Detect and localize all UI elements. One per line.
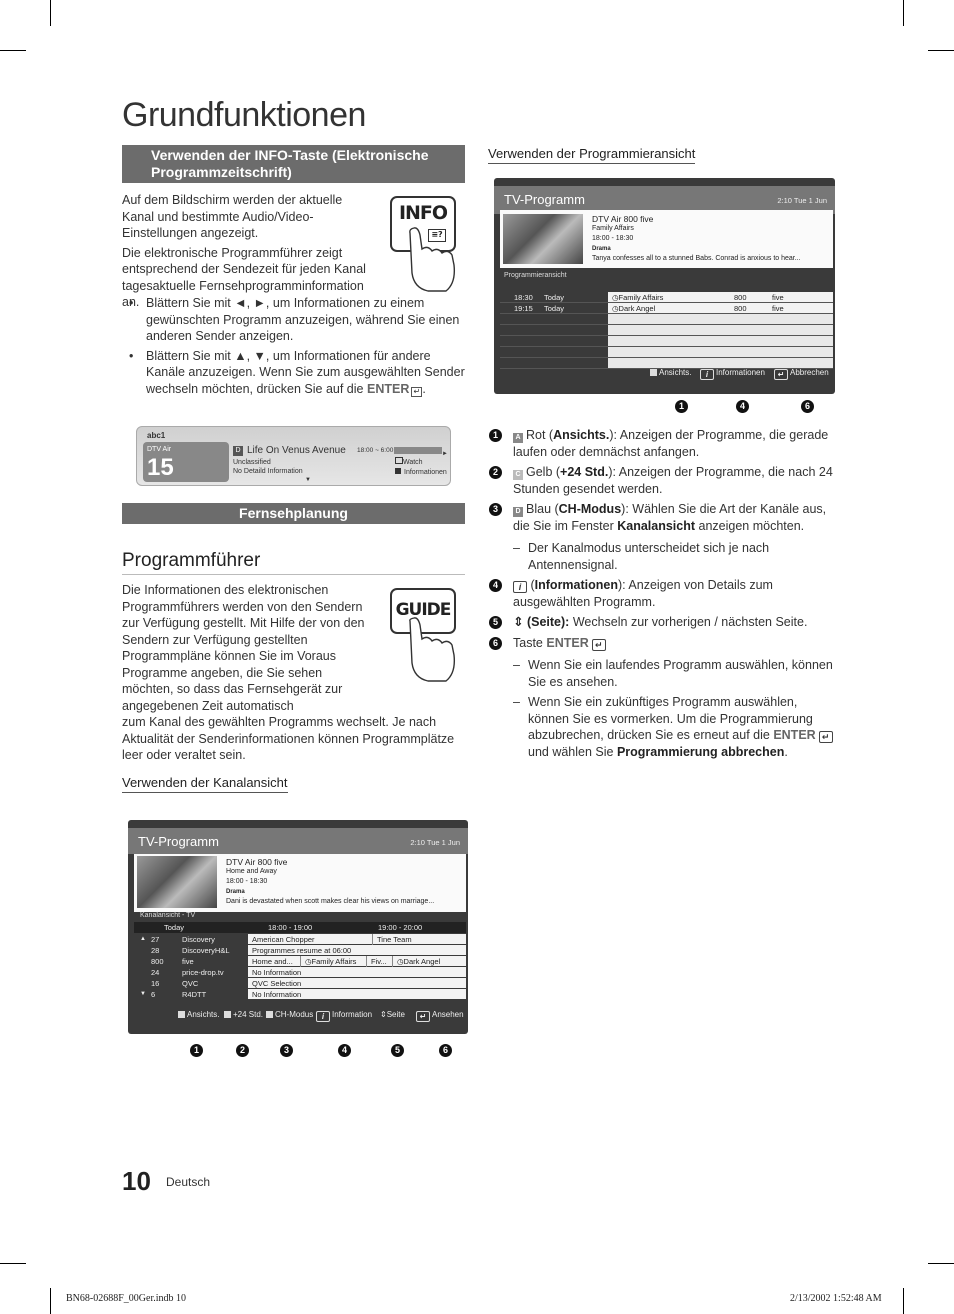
page-number: 10 bbox=[122, 1166, 151, 1196]
tv-title: TV-Programm bbox=[504, 192, 585, 207]
info-icon: i bbox=[513, 581, 527, 593]
tv-key-bar bbox=[494, 368, 835, 382]
enter-icon: ↵ bbox=[592, 639, 606, 651]
program-title: Family Affairs bbox=[311, 957, 357, 966]
enter-label: ENTER bbox=[546, 635, 589, 650]
crop-mark bbox=[903, 1288, 904, 1314]
guide-para-a: Die Informationen des elektronischen Programmführers werden von den Sendern zur Verfügung gestellt. Mit Hilfe der von den Sendern zur Verfügung gestellten Programmpläne können Sie im Voraus Programme angeben, die Sie sehen möchten, so dass das Fernsehgerät zur angegebenen Zeit automatisch bbox=[122, 583, 365, 713]
legend-bold: Kanalansicht bbox=[617, 518, 696, 533]
program-name: American Chopper bbox=[252, 935, 315, 944]
info-bullets bbox=[122, 295, 467, 400]
channel-name: five bbox=[182, 957, 194, 966]
red-key-icon bbox=[178, 1011, 185, 1018]
callout-1: 1 bbox=[675, 400, 688, 413]
channel-name: price-drop.tv bbox=[182, 968, 224, 977]
program-row[interactable] bbox=[500, 325, 833, 336]
key-ansichts[interactable] bbox=[650, 368, 691, 377]
prog-desc: Tanya confesses all to a stunned Babs. Conrad is anxious to hear... bbox=[592, 255, 801, 262]
channel-name: QVC bbox=[182, 979, 199, 988]
legend-text: ): Wählen Sie die Art der Kanäle aus, die Sie im Fenster bbox=[513, 502, 827, 533]
program-row[interactable] bbox=[500, 347, 833, 358]
legend-item-1 bbox=[489, 427, 834, 460]
channel-row[interactable] bbox=[134, 934, 466, 945]
callout-6: 6 bbox=[439, 1044, 452, 1057]
legend-note: – Der Kanalmodus unterscheidet sich je nach Antennensignal. bbox=[489, 540, 834, 573]
prog-time: 18:00 - 18:30 bbox=[226, 878, 268, 885]
banner-prog-icon: D bbox=[233, 446, 243, 456]
legend-text: ): Anzeigen der Programme, die nach 24 Stunden gesendet werden. bbox=[513, 465, 833, 496]
banner-time: 18:00 ~ 6:00 bbox=[357, 447, 394, 454]
callout-3: 3 bbox=[489, 503, 502, 516]
legend-text: anzeigen möchten. bbox=[695, 518, 805, 533]
tv-channel-view bbox=[128, 820, 468, 1034]
program-name: QVC Selection bbox=[252, 979, 302, 988]
enter-label: ENTER bbox=[366, 381, 410, 396]
crop-mark bbox=[903, 0, 904, 26]
legend-bold: +24 Std. bbox=[560, 465, 609, 479]
key-label: Ansichts. bbox=[659, 368, 692, 377]
row-day: Today bbox=[544, 293, 565, 302]
row-arrow-icon: ▲ bbox=[140, 936, 146, 942]
banner-progress-bar bbox=[394, 447, 442, 454]
legend-item-6 bbox=[489, 635, 834, 652]
prog-sub: Home and Away bbox=[226, 868, 277, 875]
key-label: Seite bbox=[386, 1010, 405, 1019]
program-cell[interactable] bbox=[248, 989, 466, 999]
tv-info-pane bbox=[134, 854, 466, 912]
guide-para-b: zum Kanal des gewählten Programms wechselt. Je nach Aktualität der Senderinformationen können Programmplätze leer oder veraltet sein. bbox=[122, 715, 455, 762]
callout-5: 5 bbox=[391, 1044, 404, 1057]
row-arrow-icon: ▼ bbox=[140, 991, 146, 997]
section-heading-fernsehplanung: Fernsehplanung bbox=[122, 503, 465, 524]
key-ch-modus[interactable] bbox=[266, 1010, 313, 1019]
row-channel: 800 bbox=[734, 304, 747, 313]
legend-bold: Ansichts. bbox=[553, 428, 610, 442]
program-name bbox=[392, 956, 440, 967]
channel-row[interactable] bbox=[134, 956, 466, 967]
enter-icon: ↵ bbox=[774, 369, 788, 380]
prog-sub: Family Affairs bbox=[592, 225, 634, 232]
program-name: Fiv... bbox=[366, 956, 387, 967]
program-row[interactable] bbox=[500, 314, 833, 325]
legend-note bbox=[489, 694, 834, 760]
bullet-item bbox=[122, 348, 467, 398]
callout-4: 4 bbox=[489, 579, 502, 592]
clock-icon: ◷ bbox=[305, 957, 312, 966]
info-icon: i bbox=[316, 1011, 330, 1022]
crop-mark bbox=[50, 1288, 51, 1314]
crop-mark bbox=[50, 0, 51, 26]
banner-info bbox=[395, 468, 447, 476]
legend bbox=[489, 427, 834, 764]
prog-name: DTV Air 800 five bbox=[226, 857, 288, 867]
channel-name: DiscoveryH&L bbox=[182, 946, 230, 955]
footer-date: 2/13/2002 1:52:48 AM bbox=[790, 1293, 882, 1304]
legend-text: Wechseln zur vorherigen / nächsten Seite. bbox=[569, 615, 808, 629]
program-title: Dark Angel bbox=[403, 957, 441, 966]
col-time-2: 19:00 - 20:00 bbox=[378, 923, 423, 932]
row-time: 19:15 bbox=[514, 304, 533, 313]
legend-text: . bbox=[784, 744, 788, 759]
yellow-key-icon: C bbox=[513, 470, 523, 480]
legend-text: ): Anzeigen von Details zum ausgewählten Programm. bbox=[513, 578, 773, 609]
key-label: Informationen bbox=[716, 368, 765, 377]
channel-number: 27 bbox=[151, 935, 160, 944]
empty-cell bbox=[608, 314, 833, 324]
prog-name: DTV Air 800 five bbox=[592, 214, 654, 224]
col-today: Today bbox=[164, 923, 185, 932]
prog-genre: Drama bbox=[592, 246, 611, 252]
row-name: five bbox=[772, 304, 784, 313]
bullet-text: Blättern Sie mit ▲, ▼, um Informationen für andere Kanäle anzuzeigen. Wenn Sie zum ausgewählten Sender wechseln möchten, drücken Sie auf die bbox=[146, 348, 465, 396]
channel-name: Discovery bbox=[182, 935, 215, 944]
kanalansicht-heading: Verwenden der Kanalansicht bbox=[122, 775, 288, 793]
key-label: +24 Std. bbox=[233, 1010, 264, 1019]
programmieransicht-heading: Verwenden der Programmieransicht bbox=[488, 146, 695, 164]
legend-text: Taste bbox=[513, 635, 547, 650]
key-ansichts[interactable] bbox=[178, 1010, 219, 1019]
legend-bold: CH-Modus bbox=[558, 502, 622, 516]
program-thumbnail bbox=[503, 214, 583, 264]
key-label: Ansehen bbox=[432, 1010, 464, 1019]
program-name: No Information bbox=[252, 968, 302, 977]
hand-pointer-icon bbox=[388, 585, 463, 685]
info-key-label: INFO bbox=[398, 202, 448, 224]
hand-pointer-icon bbox=[388, 193, 463, 295]
clock-icon: ◷ bbox=[612, 304, 619, 313]
channel-number: 28 bbox=[151, 946, 160, 955]
program-name: Home and... bbox=[252, 957, 293, 966]
clock-icon: ◷ bbox=[397, 957, 404, 966]
callout-1: 1 bbox=[489, 429, 502, 442]
key-label: Ansichts. bbox=[187, 1010, 220, 1019]
page-updown-icon: ⇕ bbox=[380, 1010, 387, 1019]
legend-text: Wenn Sie ein zukünftiges Programm auswählen, können Sie es vormerken. Um die Programmierung abzubrechen, drücken Sie es erneut auf die bbox=[528, 695, 813, 742]
legend-bold: Informationen bbox=[534, 578, 618, 592]
page-updown-icon: ⇕ bbox=[513, 615, 524, 629]
channel-row[interactable] bbox=[134, 945, 466, 956]
arrow-right-icon: ► bbox=[442, 451, 448, 457]
program-row[interactable] bbox=[500, 336, 833, 347]
channel-number: 24 bbox=[151, 968, 160, 977]
view-label: Kanalansicht - TV bbox=[140, 912, 196, 919]
key-ansehen[interactable] bbox=[416, 1010, 464, 1022]
red-key-icon bbox=[650, 369, 657, 376]
enter-label: ENTER bbox=[773, 728, 816, 742]
program-cell[interactable] bbox=[248, 967, 466, 977]
callout-2: 2 bbox=[236, 1044, 249, 1057]
banner-channel-box bbox=[143, 442, 229, 482]
legend-item-5 bbox=[489, 614, 834, 631]
epg-icon: ≡? bbox=[428, 229, 446, 242]
info-para-1: Auf dem Bildschirm werden der aktuelle Kanal und bestimmte Audio/Video-Einstellungen angezeigt. bbox=[122, 193, 343, 240]
banner-source: DTV Air bbox=[147, 446, 172, 453]
callout-3: 3 bbox=[280, 1044, 293, 1057]
legend-item-4 bbox=[489, 577, 834, 610]
tv-time: 2:10 Tue 1 Jun bbox=[410, 838, 460, 847]
bullet-end: . bbox=[422, 381, 426, 396]
guide-key-label: GUIDE bbox=[395, 600, 451, 620]
crop-mark bbox=[928, 50, 954, 51]
program-cell[interactable] bbox=[608, 303, 833, 313]
banner-program-title: Life On Venus Avenue bbox=[247, 445, 346, 456]
legend-text: Rot ( bbox=[526, 428, 554, 442]
key-abbrechen[interactable] bbox=[774, 368, 829, 380]
legend-item-2 bbox=[489, 464, 834, 497]
legend-note: – Wenn Sie ein laufendes Programm auswählen, können Sie es ansehen. bbox=[489, 657, 834, 690]
page-language: Deutsch bbox=[166, 1175, 211, 1189]
info-para-2: Die elektronische Programmführer zeigt entsprechend der Sendezeit für jeden Kanal tagesaktuelle Fernsehprogramminformation an. bbox=[122, 245, 366, 309]
page-title: Grundfunktionen bbox=[122, 96, 366, 134]
enter-icon bbox=[395, 457, 403, 464]
prog-genre: Drama bbox=[226, 889, 245, 895]
red-key-icon: A bbox=[513, 433, 523, 443]
program-cell[interactable] bbox=[248, 978, 466, 988]
arrow-down-icon: ▼ bbox=[305, 477, 311, 483]
program-cell[interactable] bbox=[248, 956, 466, 966]
channel-row[interactable] bbox=[134, 967, 466, 978]
yellow-key-icon bbox=[224, 1011, 231, 1018]
legend-bold: (Seite): bbox=[526, 615, 570, 629]
info-square-icon bbox=[395, 468, 401, 474]
enter-icon: ↵ bbox=[819, 731, 833, 743]
crop-mark bbox=[0, 1263, 26, 1264]
key-seite[interactable] bbox=[380, 1010, 405, 1019]
info-key-illustration bbox=[388, 193, 463, 295]
key-24std[interactable] bbox=[224, 1010, 263, 1019]
program-name: Programmes resume at 06:00 bbox=[252, 946, 352, 955]
col-time-1: 18:00 - 19:00 bbox=[268, 923, 313, 932]
row-program: Dark Angel bbox=[618, 304, 656, 313]
program-cell[interactable] bbox=[608, 292, 833, 302]
clock-icon: ◷ bbox=[612, 293, 619, 302]
key-information[interactable] bbox=[316, 1010, 372, 1022]
enter-icon: ↵ bbox=[411, 387, 422, 397]
callout-1: 1 bbox=[190, 1044, 203, 1057]
legend-text: und wählen Sie bbox=[528, 744, 617, 759]
key-label: Abbrechen bbox=[790, 368, 829, 377]
info-icon: i bbox=[700, 369, 714, 380]
callout-5: 5 bbox=[489, 616, 502, 629]
enter-icon: ↵ bbox=[416, 1011, 430, 1022]
program-cell[interactable] bbox=[248, 934, 466, 944]
channel-number: 6 bbox=[151, 990, 156, 999]
key-label: Information bbox=[332, 1010, 373, 1019]
legend-text: ): Anzeigen der Programme, die gerade laufen oder demnächst anfangen. bbox=[513, 428, 829, 459]
program-name: No Information bbox=[252, 990, 302, 999]
info-label: Informationen bbox=[404, 469, 447, 476]
crop-mark bbox=[0, 50, 26, 51]
callout-4: 4 bbox=[338, 1044, 351, 1057]
program-name bbox=[300, 956, 356, 967]
callout-2: 2 bbox=[489, 466, 502, 479]
callout-6: 6 bbox=[801, 400, 814, 413]
program-thumbnail bbox=[137, 856, 217, 908]
tv-time: 2:10 Tue 1 Jun bbox=[777, 196, 827, 205]
row-channel: 800 bbox=[734, 293, 747, 302]
channel-number: 16 bbox=[151, 979, 160, 988]
callout-4: 4 bbox=[736, 400, 749, 413]
banner-channel-name: abc1 bbox=[147, 431, 166, 440]
tv-key-bar bbox=[128, 1010, 468, 1024]
banner-channel-number: 15 bbox=[147, 454, 174, 481]
grid-header bbox=[134, 922, 466, 933]
legend-text: ( bbox=[530, 578, 535, 592]
key-informationen[interactable] bbox=[700, 368, 765, 380]
empty-cell bbox=[608, 325, 833, 335]
row-time: 18:30 bbox=[514, 293, 533, 302]
blue-key-icon: D bbox=[513, 507, 523, 517]
divider bbox=[122, 574, 465, 575]
section-heading-info: Verwenden der INFO-Taste (Elektronische Programmzeitschrift) bbox=[122, 145, 465, 183]
channel-number: 800 bbox=[151, 957, 164, 966]
empty-cell bbox=[608, 336, 833, 346]
tv-info-pane bbox=[500, 210, 833, 268]
row-program: Family Affairs bbox=[618, 293, 664, 302]
program-row[interactable] bbox=[500, 303, 833, 314]
legend-bold: Programmierung abbrechen bbox=[616, 744, 785, 759]
channel-row[interactable] bbox=[134, 989, 466, 1000]
guide-key-illustration bbox=[388, 585, 463, 685]
key-label: CH-Modus bbox=[275, 1010, 314, 1019]
bullet-item: • Blättern Sie mit ◄, ►, um Informationen zu einem gewünschten Programm anzuzeigen, während Sie einen anderen Sender anzeigen. bbox=[122, 295, 467, 345]
blue-key-icon bbox=[266, 1011, 273, 1018]
legend-item-3 bbox=[489, 501, 834, 534]
legend-text: Blau ( bbox=[526, 502, 559, 516]
tv-title: TV-Programm bbox=[138, 834, 219, 849]
info-banner bbox=[136, 426, 451, 486]
row-day: Today bbox=[544, 304, 565, 313]
watch-label: Watch bbox=[403, 459, 423, 466]
banner-watch bbox=[395, 457, 423, 466]
program-row[interactable] bbox=[500, 292, 833, 303]
prog-time: 18:00 - 18:30 bbox=[592, 235, 634, 242]
view-label: Programmieransicht bbox=[504, 272, 567, 279]
programmfuehrer-heading: Programmführer bbox=[122, 550, 261, 571]
channel-row[interactable] bbox=[134, 978, 466, 989]
channel-name: R4DTT bbox=[182, 990, 207, 999]
prog-desc: Dani is devastated when scott makes clear his views on marriage... bbox=[226, 898, 435, 905]
empty-cell bbox=[608, 347, 833, 357]
banner-line2: Unclassified bbox=[233, 459, 271, 466]
program-name: Tine Team bbox=[372, 934, 412, 945]
tv-program-view bbox=[494, 178, 835, 394]
callout-6: 6 bbox=[489, 637, 502, 650]
footer-file: BN68-02688F_00Ger.indb 10 bbox=[66, 1293, 186, 1304]
crop-mark bbox=[928, 1263, 954, 1264]
banner-line3: No Detaild Information bbox=[233, 468, 303, 475]
empty-cell bbox=[608, 358, 833, 368]
program-cell[interactable] bbox=[248, 945, 466, 955]
legend-text: Gelb ( bbox=[526, 465, 561, 479]
row-name: five bbox=[772, 293, 784, 302]
